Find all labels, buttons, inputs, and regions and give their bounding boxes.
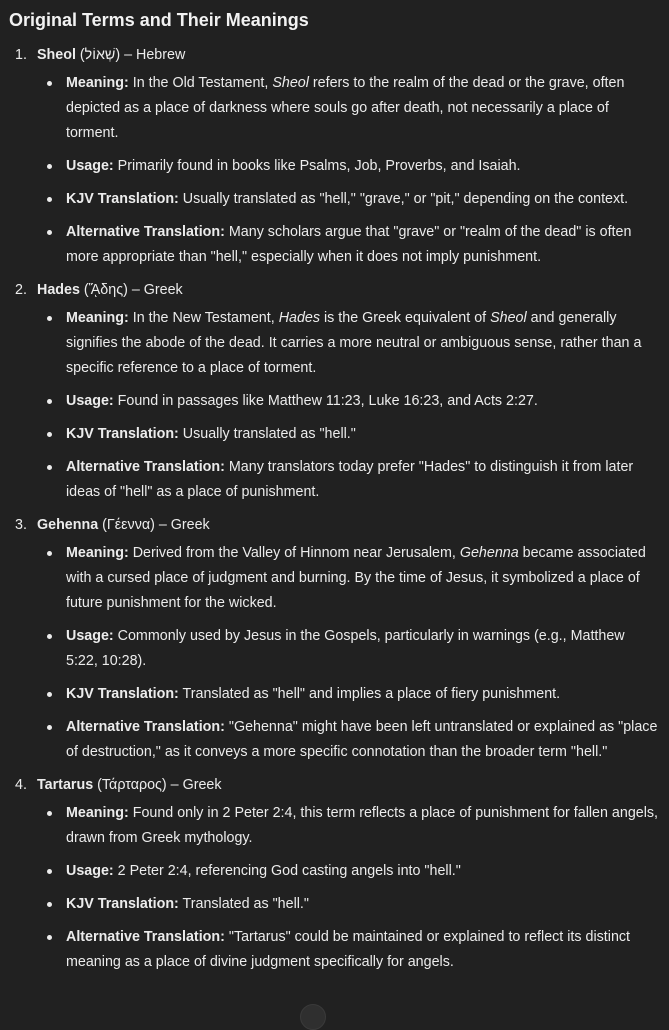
kjv-point (37, 682, 669, 707)
meaning-text: refers to the realm of the dead or the grave, often depicted as a place of darkness where souls go after death, not necessarily a place of torment. (66, 75, 625, 141)
kjv-label: KJV Translation: (66, 686, 179, 702)
meaning-text: In the New Testament, (128, 310, 279, 326)
meaning-point (37, 801, 669, 851)
usage-label: Usage: (66, 863, 114, 879)
term-heading (37, 278, 669, 302)
kjv-text: Translated as "hell" and implies a place of fiery punishment. (178, 686, 561, 702)
alt-label: Alternative Translation: (66, 224, 225, 240)
term-name: Gehenna (37, 517, 99, 533)
meaning-text: and generally signifies the abode of the dead. It carries a more neutral or ambiguous sense, rather than a specific reference to a place of torment. (66, 310, 642, 376)
term-origin: (שְׁאוֹל) – Hebrew (75, 47, 186, 63)
kjv-text: Translated as "hell." (178, 896, 309, 912)
term-details (37, 541, 669, 765)
term-name: Hades (37, 282, 80, 298)
usage-point (37, 154, 669, 179)
meaning-emphasis: Sheol (272, 75, 309, 91)
usage-label: Usage: (66, 628, 114, 644)
term-name: Tartarus (37, 777, 94, 793)
term-item-gehenna (9, 513, 669, 765)
term-origin: (Τάρταρος) – Greek (93, 777, 222, 793)
alt-label: Alternative Translation: (66, 459, 225, 475)
terms-list (9, 43, 669, 975)
alt-point (37, 715, 669, 765)
alt-text: "Gehenna" might have been left untranslated or explained as "place of destruction," as it conveys a more specific connotation than the broader term "hell." (66, 719, 658, 760)
meaning-text: In the Old Testament, (128, 75, 273, 91)
term-details (37, 306, 669, 505)
meaning-label: Meaning: (66, 310, 129, 326)
term-item-hades (9, 278, 669, 505)
alt-text: Many translators today prefer "Hades" to distinguish it from later ideas of "hell" as a place of punishment. (66, 459, 634, 500)
term-details (37, 801, 669, 975)
kjv-text: Usually translated as "hell," "grave," or "pit," depending on the context. (178, 191, 629, 207)
term-item-sheol (9, 43, 669, 270)
term-number: 3. (15, 517, 27, 533)
term-name: Sheol (37, 47, 76, 63)
kjv-point (37, 422, 669, 447)
meaning-emphasis: Sheol (490, 310, 527, 326)
alt-point (37, 220, 669, 270)
kjv-text: Usually translated as "hell." (178, 426, 356, 442)
meaning-text: Derived from the Valley of Hinnom near Jerusalem, (128, 545, 460, 561)
section-title: Original Terms and Their Meanings (9, 10, 309, 30)
meaning-emphasis: Gehenna (459, 545, 519, 561)
meaning-label: Meaning: (66, 805, 129, 821)
alt-label: Alternative Translation: (66, 719, 225, 735)
usage-label: Usage: (66, 158, 114, 174)
usage-point (37, 624, 669, 674)
alt-point (37, 455, 669, 505)
alt-label: Alternative Translation: (66, 929, 225, 945)
alt-text: "Tartarus" could be maintained or explained to reflect its distinct meaning as a place of divine judgment specifically for angels. (66, 929, 631, 970)
kjv-label: KJV Translation: (66, 896, 179, 912)
alt-text: Many scholars argue that "grave" or "realm of the dead" is often more appropriate than "hell," especially when it does not imply punishment. (66, 224, 632, 265)
usage-text: 2 Peter 2:4, referencing God casting angels into "hell." (113, 863, 461, 879)
meaning-point (37, 541, 669, 616)
alt-point (37, 925, 669, 975)
term-heading (37, 43, 669, 67)
usage-text: Commonly used by Jesus in the Gospels, particularly in warnings (e.g., Matthew 5:22, 10:28). (66, 628, 625, 669)
usage-text: Found in passages like Matthew 11:23, Luke 16:23, and Acts 2:27. (113, 393, 538, 409)
term-heading (37, 773, 669, 797)
term-heading (37, 513, 669, 537)
term-origin: (Γέεννα) – Greek (98, 517, 210, 533)
meaning-label: Meaning: (66, 75, 129, 91)
meaning-text: Found only in 2 Peter 2:4, this term reflects a place of punishment for fallen angels, drawn from Greek mythology. (66, 805, 659, 846)
kjv-label: KJV Translation: (66, 191, 179, 207)
term-details (37, 71, 669, 270)
usage-point (37, 859, 669, 884)
term-number: 4. (15, 777, 27, 793)
usage-point (37, 389, 669, 414)
usage-text: Primarily found in books like Psalms, Job, Proverbs, and Isaiah. (113, 158, 521, 174)
term-number: 1. (15, 47, 27, 63)
meaning-point (37, 71, 669, 146)
kjv-point (37, 892, 669, 917)
meaning-text: is the Greek equivalent of (320, 310, 491, 326)
kjv-label: KJV Translation: (66, 426, 179, 442)
meaning-emphasis: Hades (278, 310, 321, 326)
usage-label: Usage: (66, 393, 114, 409)
meaning-label: Meaning: (66, 545, 129, 561)
scroll-down-button[interactable] (300, 1004, 326, 1030)
term-origin: (ᾍδης) – Greek (79, 282, 183, 298)
term-item-tartarus (9, 773, 669, 975)
term-number: 2. (15, 282, 27, 298)
kjv-point (37, 187, 669, 212)
meaning-point (37, 306, 669, 381)
meaning-text: became associated with a cursed place of judgment and burning. By the time of Jesus, it symbolized a place of future punishment for the wicked. (66, 545, 646, 611)
